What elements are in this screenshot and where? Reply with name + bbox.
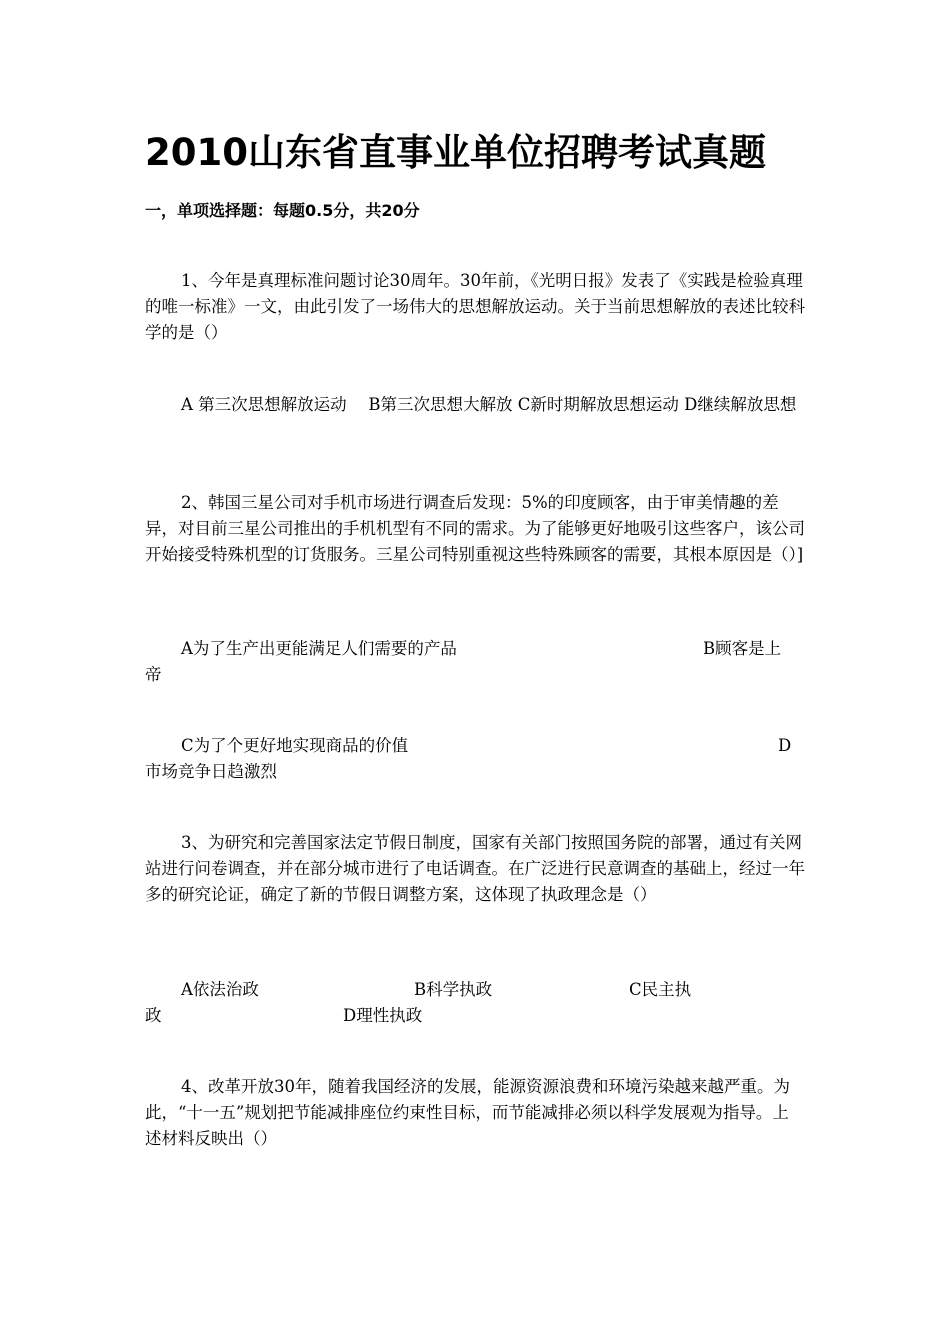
question-3-options-row-1 [145,977,805,1003]
question-2-options-row-4 [145,759,805,785]
question-3-options-row-2 [145,1003,805,1029]
question-2-option-d: 市场竞争日趋激烈 [145,762,277,781]
question-1-text: 1、今年是真理标准问题讨论30周年。30年前，《光明日报》发表了《实践是检验真理的唯一标准》一文，由此引发了一场伟大的思想解放运动。关于当前思想解放的表述比较科学的是（） [145,271,805,342]
question-3-option-c: C民主执 [629,980,692,999]
question-2-options-row-2 [145,662,805,688]
section-heading: 一，单项选择题：每题0.5分，共20分 [145,201,420,220]
question-2-option-b: B顾客是上 [703,639,782,658]
question-3-option-d: D理性执政 [343,1006,423,1025]
question-2-option-c: C为了个更好地实现商品的价值 [181,736,409,755]
question-2-text: 2、韩国三星公司对手机市场进行调查后发现：5%的印度顾客，由于审美情趣的差异，对目前三星公司推出的手机机型有不同的需求。为了能够更好地吸引这些客户，该公司开始接受特殊机型的订货服务。三星公司特别重视这些特殊顾客的需要，其根本原因是（）] [145,493,805,564]
question-2-options-row-3 [145,733,805,759]
question-2-option-a: A为了生产出更能满足人们需要的产品 [181,639,457,658]
question-2-options-row-1 [145,636,805,662]
document-title: 2010山东省直事业单位招聘考试真题 [145,131,766,174]
question-2-option-d-label: D [778,736,792,755]
question-2-option-b-continued: 帝 [145,665,162,684]
question-3-option-a: A依法治政 [181,980,259,999]
question-3-option-b: B科学执政 [414,980,493,999]
question-4-text: 4、改革开放30年，随着我国经济的发展，能源资源浪费和环境污染越来越严重。为此，“十一五”规划把节能减排座位约束性目标，而节能减排必须以科学发展观为指导。上述材料反映出（） [145,1077,790,1148]
question-3-option-c-continued: 政 [145,1006,162,1025]
question-1-options: A 第三次思想解放运动 B第三次思想大解放 C新时期解放思想运动 D继续解放思想 [181,395,797,414]
question-3-text: 3、为研究和完善国家法定节假日制度，国家有关部门按照国务院的部署，通过有关网站进行问卷调查，并在部分城市进行了电话调查。在广泛进行民意调查的基础上，经过一年多的研究论证，确定了新的节假日调整方案，这体现了执政理念是（） [145,833,805,904]
